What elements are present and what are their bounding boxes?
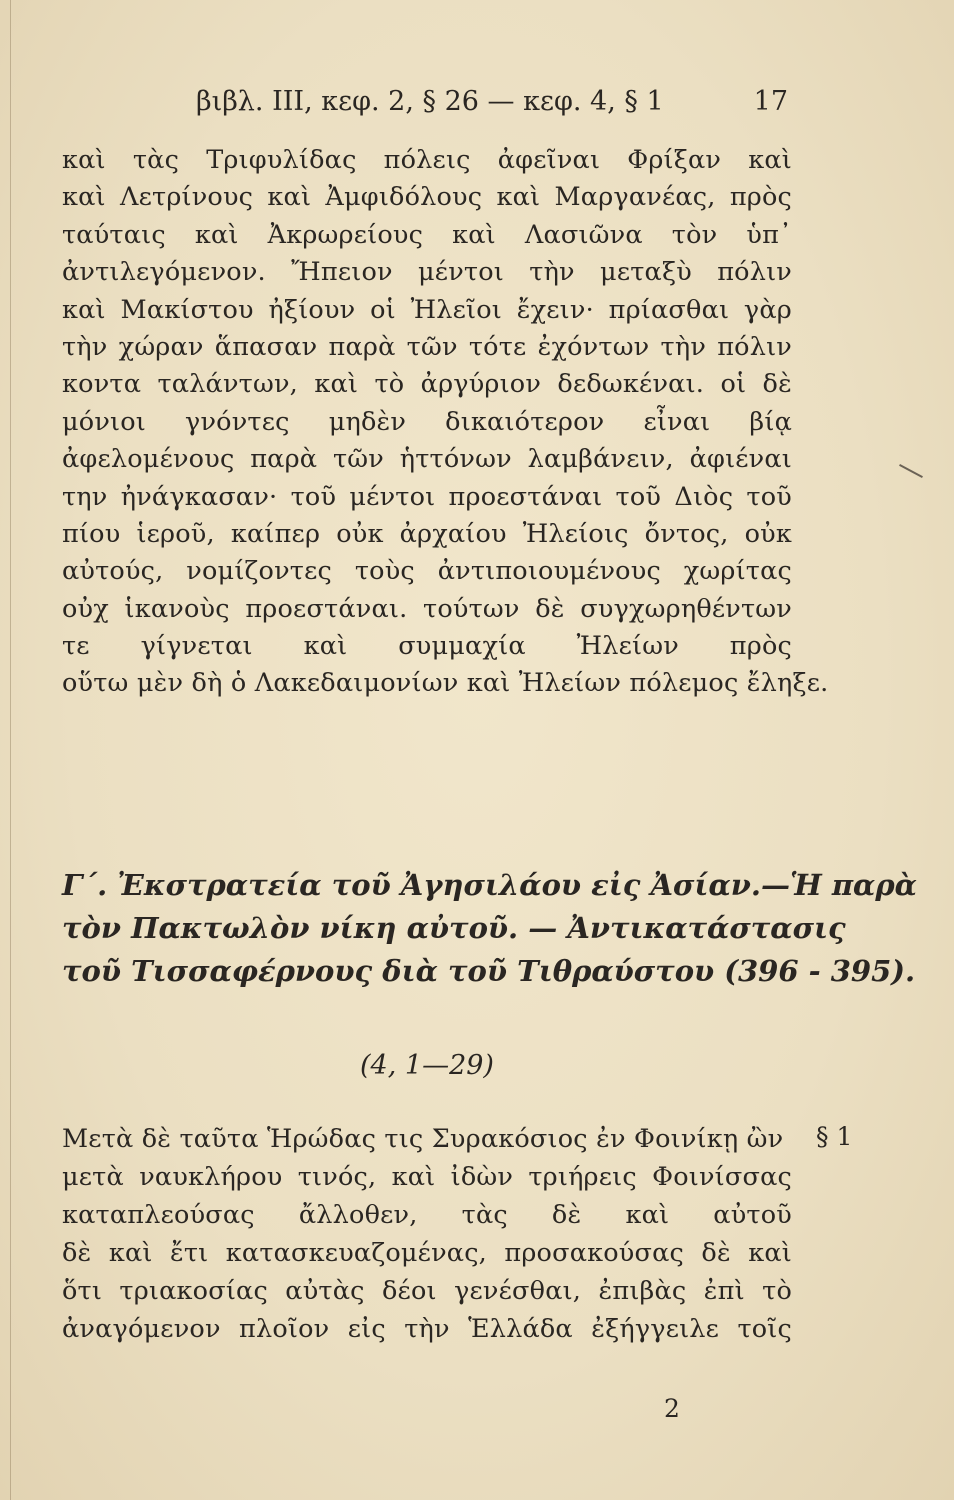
- text-line: πίου ἱεροῦ, καίπερ οὐκ ἀρχαίου Ἠλείοις ὄντος, οὐκ: [62, 518, 792, 549]
- text-line: ἀφελομένους παρὰ τῶν ἡττόνων λαμβάνειν, ἀφιέναι: [62, 444, 792, 475]
- text-line: ἀντιλεγόμενον. Ἤπειον μέντοι τὴν μεταξὺ πόλιν: [62, 257, 792, 288]
- text-line: καὶ Λετρίνους καὶ Ἀμφιδόλους καὶ Μαργανέας, πρὸς: [62, 182, 792, 213]
- running-title: βιβλ. III, κεφ. 2, § 26 — κεφ. 4, § 1: [196, 86, 664, 117]
- text-line: μετὰ ναυκλήρου τινός, καὶ ἰδὼν τριήρεις Φοινίσσας: [62, 1162, 792, 1192]
- text-line: ταύταις καὶ Ἀκρωρείους καὶ Λασιῶνα τὸν ὑπ᾽: [62, 219, 792, 250]
- text-line: καταπλεούσας ἄλλοθεν, τὰς δὲ καὶ αὐτοῦ: [62, 1200, 792, 1230]
- text-line: καὶ Μακίστου ἠξίουν οἱ Ἠλεῖοι ἔχειν· πρίασθαι γὰρ: [62, 294, 792, 325]
- text-line: τε γίγνεται καὶ συμμαχία Ἠλείων πρὸς: [62, 631, 792, 662]
- paragraph-1: [62, 142, 829, 703]
- heading-line: τοῦ Τισσαφέρνους διὰ τοῦ Τιθραύστου (396 - 395).: [62, 954, 916, 988]
- text-line: οὐχ ἱκανοὺς προεστάναι. τούτων δὲ συγχωρηθέντων: [62, 593, 792, 624]
- margin-section-number: § 1: [816, 1122, 853, 1151]
- text-line: αὐτούς, νομίζοντες τοὺς ἀντιποιουμένους χωρίτας: [62, 556, 792, 587]
- heading-line: τὸν Πακτωλὸν νίκη αὐτοῦ. — Ἀντικατάστασις: [62, 911, 846, 945]
- running-header: [196, 86, 788, 126]
- page-number: 17: [753, 86, 788, 117]
- paragraph-2: [62, 1120, 792, 1348]
- text-line: καὶ τὰς Τριφυλίδας πόλεις ἀφεῖναι Φρίξαν καὶ: [62, 145, 792, 175]
- text-line: ὅτι τριακοσίας αὐτὰς δέοι γενέσθαι, ἐπιβὰς ἐπὶ τὸ: [62, 1276, 792, 1306]
- text-line: την ἠνάγκασαν· τοῦ μέντοι προεστάναι τοῦ Διὸς τοῦ: [62, 481, 792, 512]
- heading-line: Γ΄. Ἐκστρατεία τοῦ Ἀγησιλάου εἰς Ἀσίαν.—Ἡ παρὰ: [62, 868, 917, 902]
- subsection-reference: (4, 1—29): [360, 1050, 494, 1081]
- section-heading: [62, 864, 917, 993]
- text-line: ἀναγόμενον πλοῖον εἰς τὴν Ἑλλάδα ἐξήγγειλε τοῖς: [62, 1314, 792, 1344]
- margin-mark: [899, 464, 923, 478]
- signature-mark: 2: [664, 1394, 680, 1423]
- text-line: κοντα ταλάντων, καὶ τὸ ἀργύριον δεδωκέναι. οἱ δὲ: [62, 369, 792, 400]
- text-line-first: [62, 1120, 792, 1158]
- page-edge-line: [10, 0, 11, 1500]
- first-line-text: Μετὰ δὲ ταῦτα Ἡρώδας τις Συρακόσιος ἐν Φοινίκῃ ὢν: [62, 1124, 784, 1154]
- text-line: δὲ καὶ ἔτι κατασκευαζομένας, προσακούσας δὲ καὶ: [62, 1238, 792, 1268]
- text-line: μόνιοι γνόντες μηδὲν δικαιότερον εἶναι βίᾳ: [62, 406, 792, 437]
- text-line-last: οὕτω μὲν δὴ ὁ Λακεδαιμονίων καὶ Ἠλείων πόλεμος ἔληξε.: [62, 668, 829, 699]
- text-line: τὴν χώραν ἅπασαν παρὰ τῶν τότε ἐχόντων τὴν πόλιν: [62, 331, 792, 362]
